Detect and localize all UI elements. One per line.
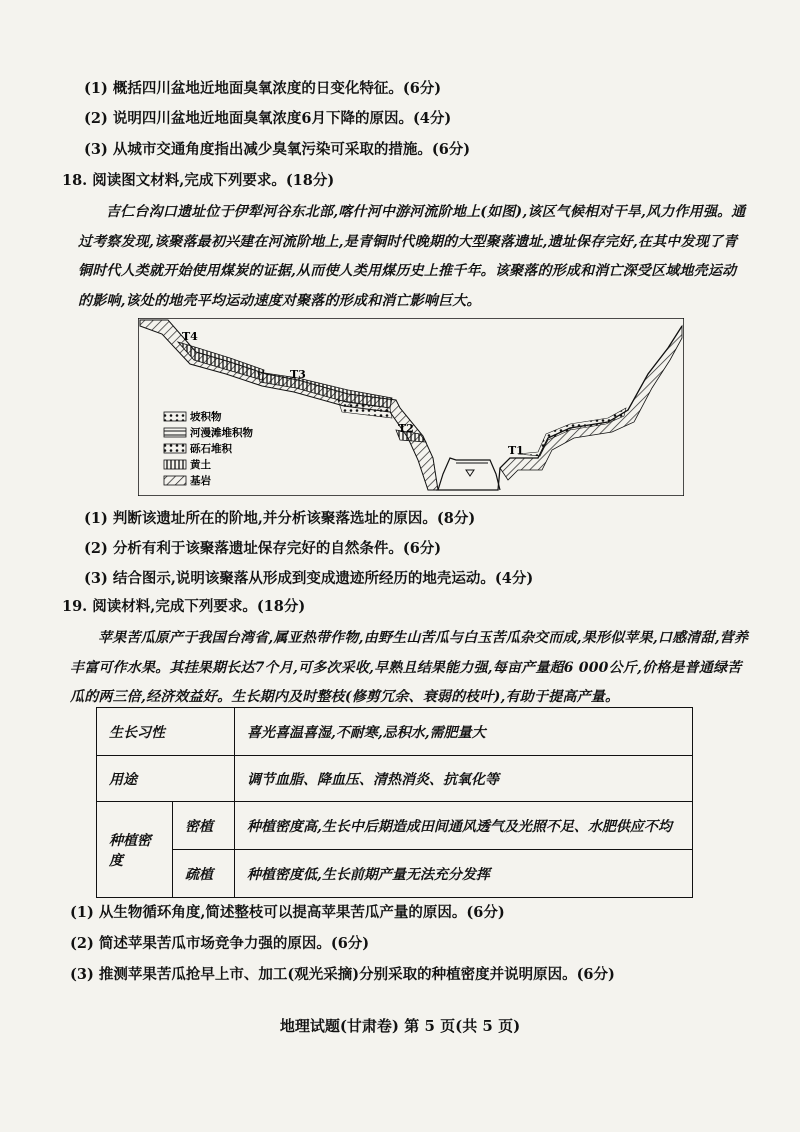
q19-heading: 19. 阅读材料,完成下列要求。(18分) [62, 598, 306, 615]
terrace-label-t4: T4 [182, 330, 198, 343]
q18-sub3: (3) 结合图示,说明该聚落从形成到变成遗迹所经历的地壳运动。(4分) [84, 570, 534, 587]
q17-sub2: (2) 说明四川盆地近地面臭氧浓度6月下降的原因。(4分) [84, 110, 452, 127]
table-row-sparse-planting [97, 850, 693, 898]
q19-passage [70, 624, 750, 713]
legend-label-bedrock: 基岩 [190, 475, 211, 487]
table-row-dense-planting [97, 802, 693, 850]
bitter-melon-info-table [96, 707, 693, 898]
table-cell-label: 用途 [97, 756, 235, 802]
q18-heading: 18. 阅读图文材料,完成下列要求。(18分) [62, 172, 335, 189]
diagram-frame [138, 318, 684, 496]
table-cell-sublabel: 密植 [173, 802, 235, 850]
terrace-label-t2: T2 [398, 422, 414, 435]
table-cell-label: 生长习性 [97, 708, 235, 756]
terrace-label-t1: T1 [508, 444, 524, 457]
legend-label-slope-deposit: 坡积物 [190, 411, 222, 423]
legend-swatch-loess [164, 460, 186, 469]
table-row-growth-habit [97, 708, 693, 756]
table-cell-value: 喜光喜温喜湿,不耐寒,忌积水,需肥量大 [235, 708, 693, 756]
q18-sub2: (2) 分析有利于该聚落遗址保存完好的自然条件。(6分) [84, 540, 442, 557]
terrace-label-t3: T3 [290, 368, 306, 381]
q19-sub1: (1) 从生物循环角度,简述整枝可以提高苹果苦瓜产量的原因。(6分) [70, 904, 505, 921]
table-row-usage [97, 756, 693, 802]
legend-swatch-bedrock [164, 476, 186, 485]
legend-label-gravel: 砾石堆积 [190, 443, 232, 455]
table-cell-value: 种植密度高,生长中后期造成田间通风透气及光照不足、水肥供应不均 [235, 802, 693, 850]
legend-swatch-gravel [164, 444, 186, 453]
table-cell-value: 种植密度低,生长前期产量无法充分发挥 [235, 850, 693, 898]
diagram-legend [164, 410, 253, 487]
q18-passage [78, 198, 746, 316]
loess-t3 [258, 372, 392, 408]
terrace-cross-section-diagram [138, 318, 684, 496]
q19-sub2: (2) 简述苹果苦瓜市场竞争力强的原因。(6分) [70, 935, 370, 952]
q17-sub1: (1) 概括四川盆地近地面臭氧浓度的日变化特征。(6分) [84, 80, 442, 97]
q19-passage-text: 苹果苦瓜原产于我国台湾省,属亚热带作物,由野生山苦瓜与白玉苦瓜杂交而成,果形似苹果,口感清甜,营养丰富可作水果。其挂果期长达7个月,可多次采收,早熟且结果能力强,每亩产量超6 000公斤,价格是普通绿苦瓜的两三倍,经济效益好。生长期内及时整枝(修剪冗余、衰弱的枝叶),有助于提高产量。 [70, 630, 749, 705]
q19-sub3: (3) 推测苹果苦瓜抢早上市、加工(观光采摘)分别采取的种植密度并说明原因。(6分) [70, 966, 615, 983]
q18-sub1: (1) 判断该遗址所在的阶地,并分析该聚落选址的原因。(8分) [84, 510, 476, 527]
page-footer: 地理试题(甘肃卷) 第 5 页(共 5 页) [279, 1017, 521, 1035]
legend-label-floodplain: 河漫滩堆积物 [190, 427, 253, 439]
q17-sub3: (3) 从城市交通角度指出减少臭氧污染可采取的措施。(6分) [84, 141, 471, 158]
water-level-icon [466, 470, 474, 476]
table-cell-sublabel: 疏植 [173, 850, 235, 898]
legend-swatch-floodplain [164, 428, 186, 437]
q18-passage-text: 吉仁台沟口遗址位于伊犁河谷东北部,喀什河中游河流阶地上(如图),该区气候相对干旱,风力作用强。通过考察发现,该聚落最初兴建在河流阶地上,是青铜时代晚期的大型聚落遗址,遗址保存完好,在其中发现了青铜时代人类就开始使用煤炭的证据,从而使人类用煤历史上推千年。该聚落的形成和消亡深受区域地壳运动的影响,该处的地壳平均运动速度对聚落的形成和消亡影响巨大。 [78, 204, 746, 309]
valley-profile [436, 326, 682, 490]
right-bedrock [500, 326, 682, 480]
legend-label-loess: 黄土 [190, 459, 211, 471]
table-cell-value: 调节血脂、降血压、清热消炎、抗氧化等 [235, 756, 693, 802]
legend-swatch-slope-deposit [164, 412, 186, 421]
table-cell-label-density: 种植密度 [97, 802, 173, 898]
